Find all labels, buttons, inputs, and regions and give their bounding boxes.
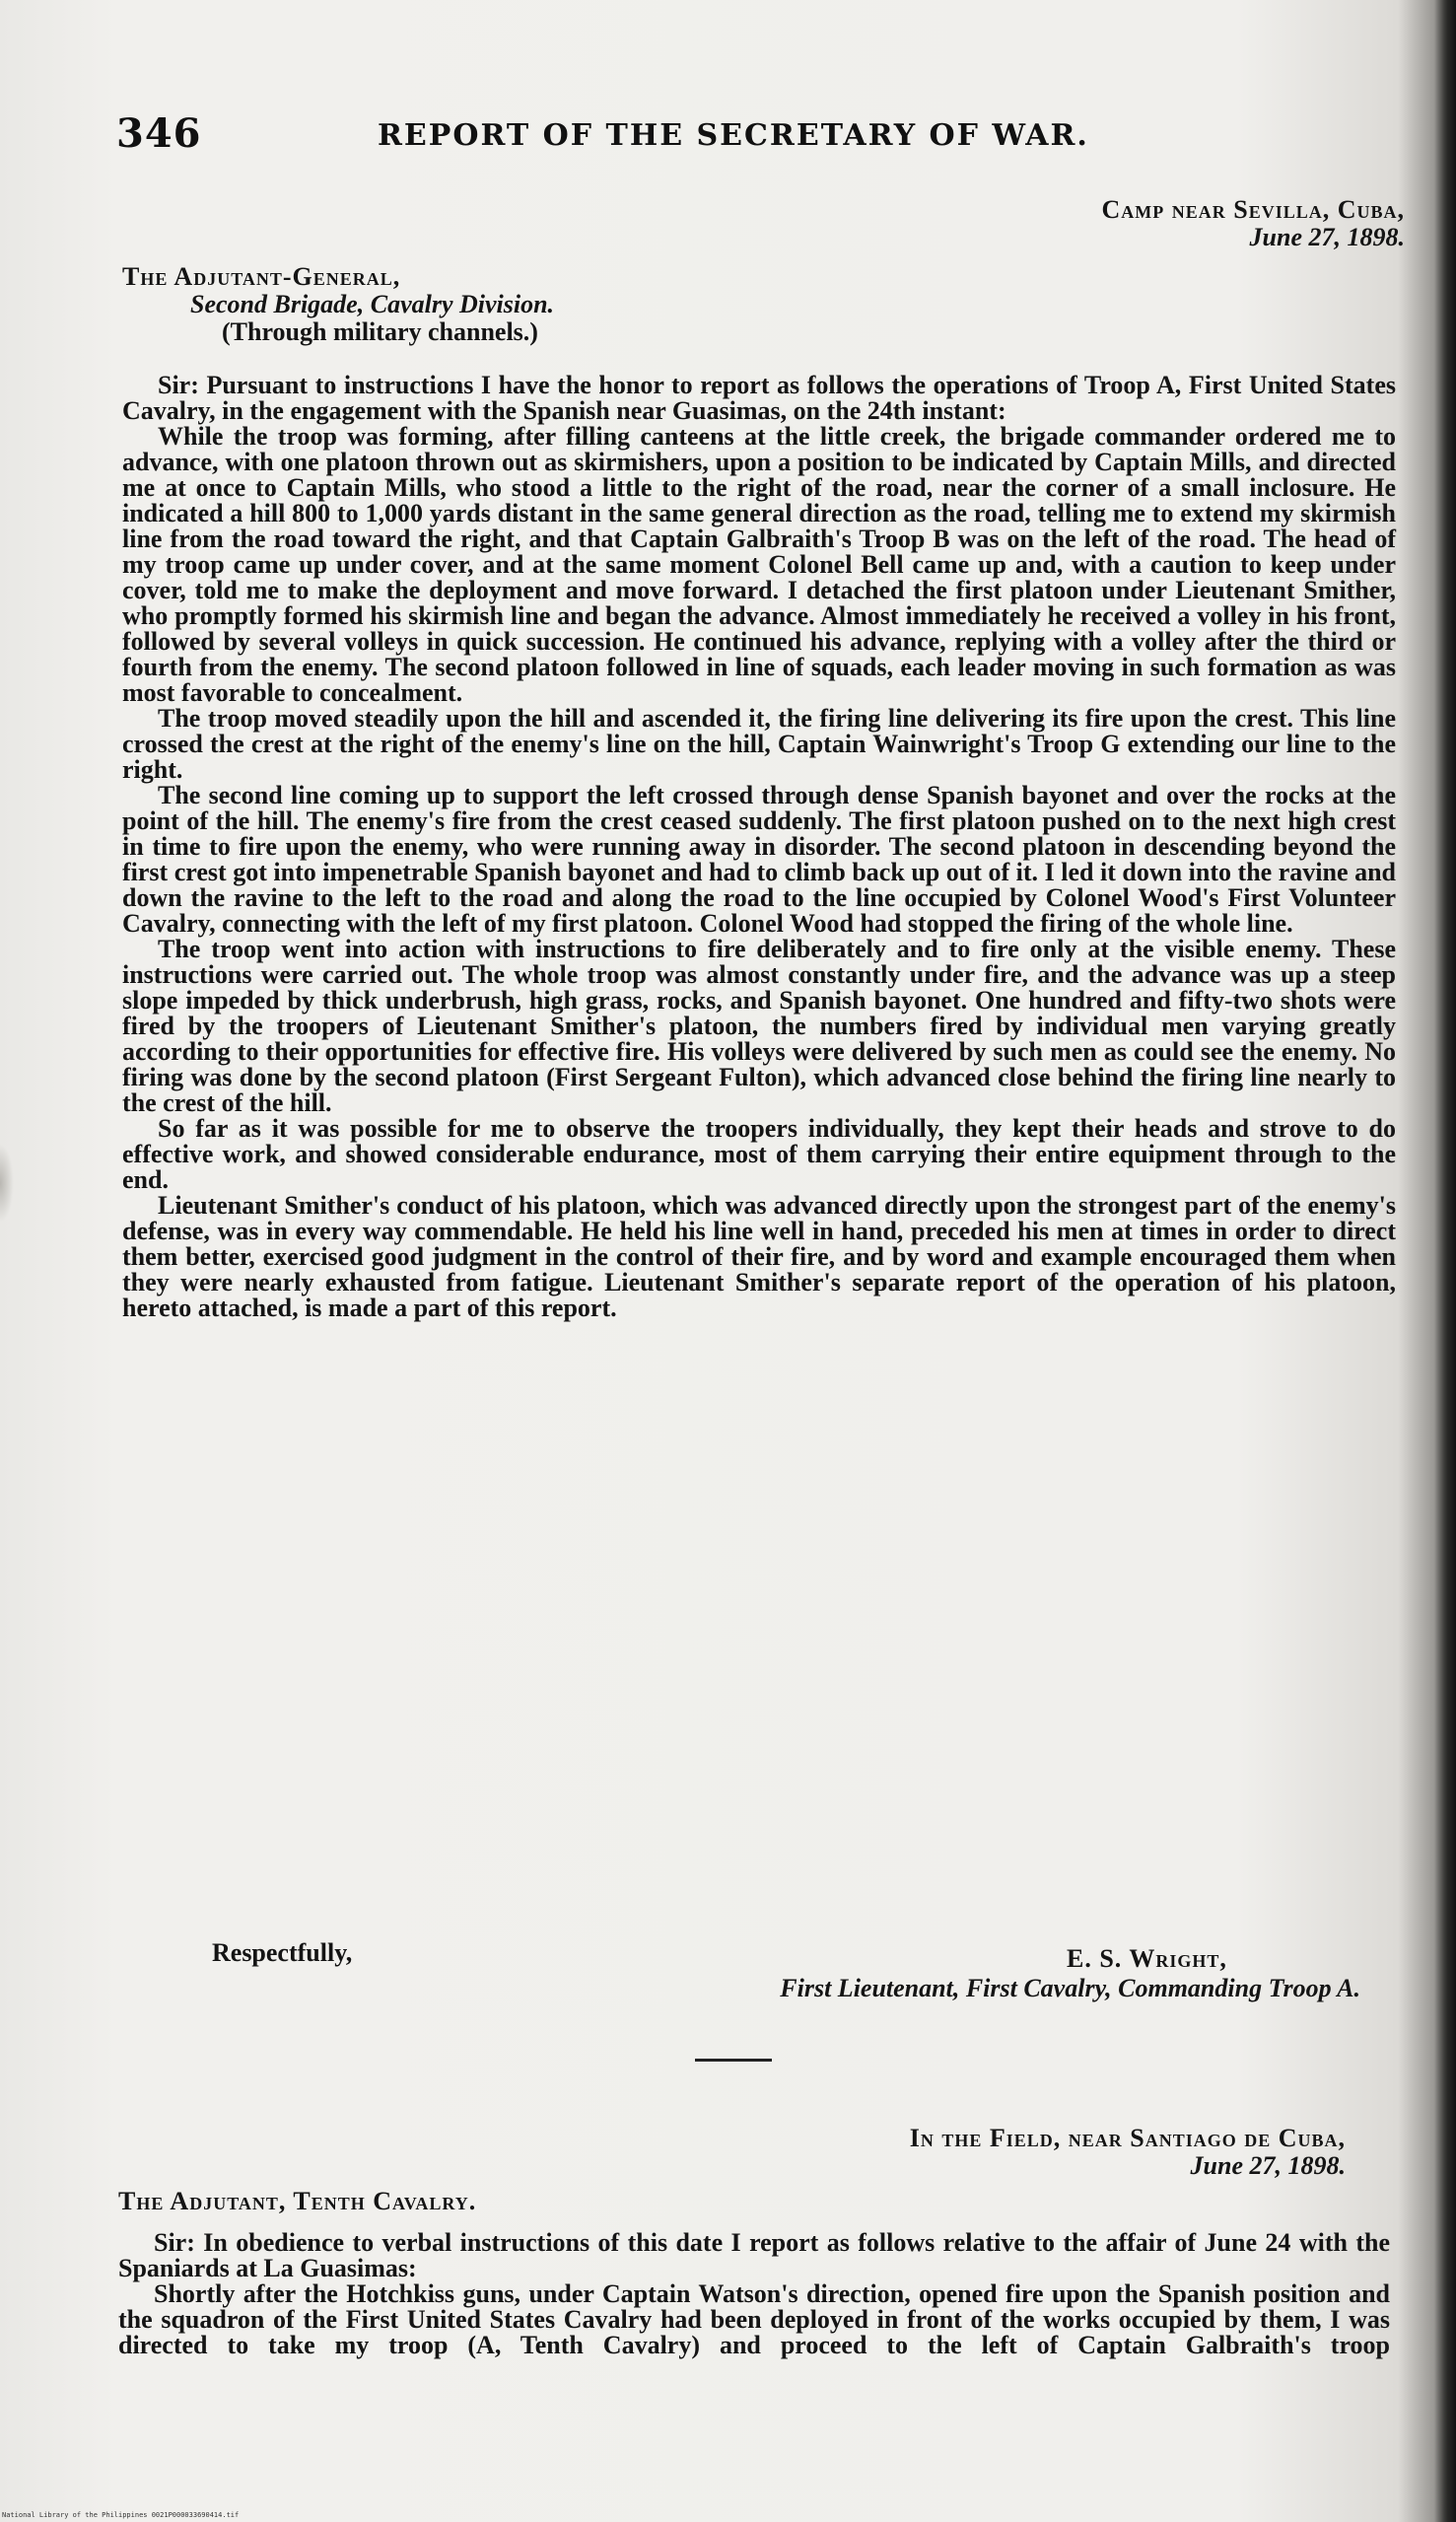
page-header — [116, 110, 1408, 160]
letter2-body — [118, 2230, 1390, 2358]
letter2-paragraph: Sir: In obedience to verbal instructions of this date I report as follows relative to the affair of June 24 with the Spaniards at La Guasimas: — [118, 2228, 1390, 2282]
letter1-signer: E. S. Wright, — [1067, 1944, 1227, 1973]
letter2-paragraph: Shortly after the Hotchkiss guns, under Captain Watson's direction, opened fire upon the Spanish position and the squadron of the First United States Cavalry had been deployed in front of the works occupied by them, I was directed to take my troop (A, Tenth Cavalry) and proceed to the left of Captain Galbraith's troop — [118, 2279, 1390, 2359]
running-title: REPORT OF THE SECRETARY OF WAR. — [378, 118, 1089, 153]
letter2-addressee: The Adjutant, Tenth Cavalry. — [118, 2187, 477, 2215]
letter1-addressee: The Adjutant-General, — [122, 262, 401, 291]
letter1-addressee-unit: Second Brigade, Cavalry Division. — [190, 290, 555, 318]
letter1-channel: (Through military channels.) — [222, 317, 538, 346]
scan-footer-label: National Library of the Philippines 0021P000033690414.tif — [2, 2511, 240, 2519]
letter1-date: June 27, 1898. — [1249, 223, 1405, 251]
letter1-paragraph: Lieutenant Smither's conduct of his platoon, which was advanced directly upon the strongest part of the enemy's defense, was in every way commendable. He held his line well in hand, preceded his men at times in order to direct them better, exercised good judgment in the control of their fire, and by word and example encouraged them when they were nearly exhausted from fatigue. Lieutenant Smither's separate report of the operation of his platoon, hereto attached, is made a part of this report. — [122, 1191, 1396, 1322]
letter1-paragraph: While the troop was forming, after filling canteens at the little creek, the brigade commander ordered me to advance, with one platoon thrown out as skirmishers, upon a position to be indicated by Captain Mills, and directed me at once to Captain Mills, who stood a little to the right of the road, near the corner of a small inclosure. He indicated a hill 800 to 1,000 yards distant in the same general direction as the road, telling me to extend my skirmish line from the road toward the right, and that Captain Galbraith's Troop B was on the left of the road. The head of my troop came up under cover, and at the same moment Colonel Bell came up and, with a caution to keep under cover, told me to make the deployment and move forward. I detached the first platoon under Lieutenant Smither, who promptly formed his skirmish line and began the advance. Almost immediately he received a volley in his front, followed by several volleys in quick succession. He continued his advance, replying with a volley after the third or fourth from the enemy. The second platoon followed in line of squads, each leader moving in such formation as was most favorable to concealment. — [122, 422, 1396, 707]
letter2-date: June 27, 1898. — [1190, 2151, 1346, 2180]
letter1-paragraph: The troop moved steadily upon the hill and ascended it, the firing line delivering its fire upon the crest. This line crossed the crest at the right of the enemy's line on the hill, Captain Wainwright's Troop G extending our line to the right. — [122, 704, 1396, 784]
letter1-paragraph: So far as it was possible for me to observe the troopers individually, they kept their heads and strove to do effective work, and showed considerable endurance, most of them carrying their entire equipment through to the end. — [122, 1114, 1396, 1194]
letter2-place: In the Field, near Santiago de Cuba, — [909, 2124, 1346, 2152]
letter1-paragraph: The second line coming up to support the left crossed through dense Spanish bayonet and over the rocks at the point of the hill. The enemy's fire from the crest ceased suddenly. The first platoon pushed on to the next high crest in time to fire upon the enemy, who were running away in disorder. The second platoon in descending beyond the first crest got into impenetrable Spanish bayonet and had to climb back up out of it. I led it down into the ravine and down the ravine to the left to the road and along the road to the line occupied by Colonel Wood's First Volunteer Cavalry, connecting with the left of my first platoon. Colonel Wood had stopped the firing of the whole line. — [122, 781, 1396, 938]
book-spine-shadow — [1434, 0, 1456, 2522]
letter1-signer-title: First Lieutenant, First Cavalry, Commanding Troop A. — [780, 1974, 1360, 2002]
letter1-paragraph: Sir: Pursuant to instructions I have the honor to report as follows the operations of Troop A, First United States Cavalry, in the engagement with the Spanish near Guasimas, on the 24th instant: — [122, 371, 1396, 425]
letter1-paragraph: The troop went into action with instructions to fire deliberately and to fire only at the visible enemy. These instructions were carried out. The whole troop was almost constantly under fire, and the advance was up a steep slope impeded by thick underbrush, high grass, rocks, and Spanish bayonet. One hundred and fifty-two shots were fired by the troopers of Lieutenant Smither's platoon, the numbers fired by individual men varying greatly according to their opportunities for effective fire. His volleys were delivered by such men as could see the enemy. No firing was done by the second platoon (First Sergeant Fulton), which advanced close behind the firing line nearly to the crest of the hill. — [122, 935, 1396, 1117]
letter1-body — [122, 373, 1396, 1321]
section-divider — [695, 2059, 772, 2062]
page-smudge — [0, 1144, 14, 1223]
page-number: 346 — [116, 110, 202, 157]
letter1-place: Camp near Sevilla, Cuba, — [1101, 195, 1405, 224]
letter1-closing: Respectfully, — [212, 1938, 353, 1967]
